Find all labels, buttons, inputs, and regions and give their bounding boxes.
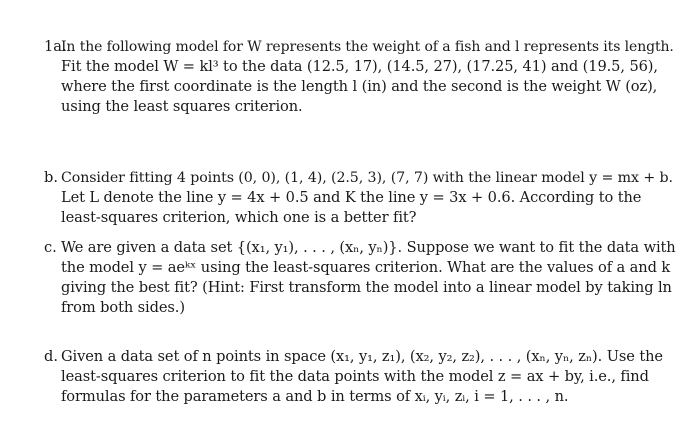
problem-label: c. xyxy=(44,239,57,256)
problem-text-line: Given a data set of n points in space (x₁, y₁, z₁), (x₂, y₂, z₂), . . . , (xₙ, yₙ, zₙ). Use the xyxy=(61,348,663,365)
problem-text-line: where the first coordinate is the length l (in) and the second is the weight W (oz), xyxy=(61,78,658,95)
problem-text-line: In the following model for W represents the weight of a fish and l represents its length. xyxy=(61,39,674,55)
problem-text-line: Consider fitting 4 points (0, 0), (1, 4), (2.5, 3), (7, 7) with the linear model y = mx + b. xyxy=(61,170,673,186)
problem-text-line: formulas for the parameters a and b in terms of xᵢ, yᵢ, zᵢ, i = 1, . . . , n. xyxy=(61,388,569,405)
problem-text-line: from both sides.) xyxy=(61,299,185,316)
problem-label: 1a. xyxy=(44,38,67,55)
problem-text-line: Fit the model W = kl³ to the data (12.5, 17), (14.5, 27), (17.25, 41) and (19.5, 56), xyxy=(61,58,658,75)
problem-text-line: giving the best fit? (Hint: First transform the model into a linear model by taking ln xyxy=(61,279,672,296)
problem-text-line: the model y = aeᵏˣ using the least-squares criterion. What are the values of a and k xyxy=(61,259,671,276)
problem-label: b. xyxy=(44,169,58,186)
problem-text-line: least-squares criterion to fit the data points with the model z = ax + by, i.e., find xyxy=(61,368,649,385)
problem-label: d. xyxy=(44,348,58,365)
problem-text-line: using the least squares criterion. xyxy=(61,98,303,115)
problem-text-line: We are given a data set {(x₁, y₁), . . . , (xₙ, yₙ)}. Suppose we want to fit the data with xyxy=(61,239,676,256)
problem-text-line: least-squares criterion, which one is a better fit? xyxy=(61,209,417,226)
problem-text-line: Let L denote the line y = 4x + 0.5 and K the line y = 3x + 0.6. According to the xyxy=(61,189,642,206)
